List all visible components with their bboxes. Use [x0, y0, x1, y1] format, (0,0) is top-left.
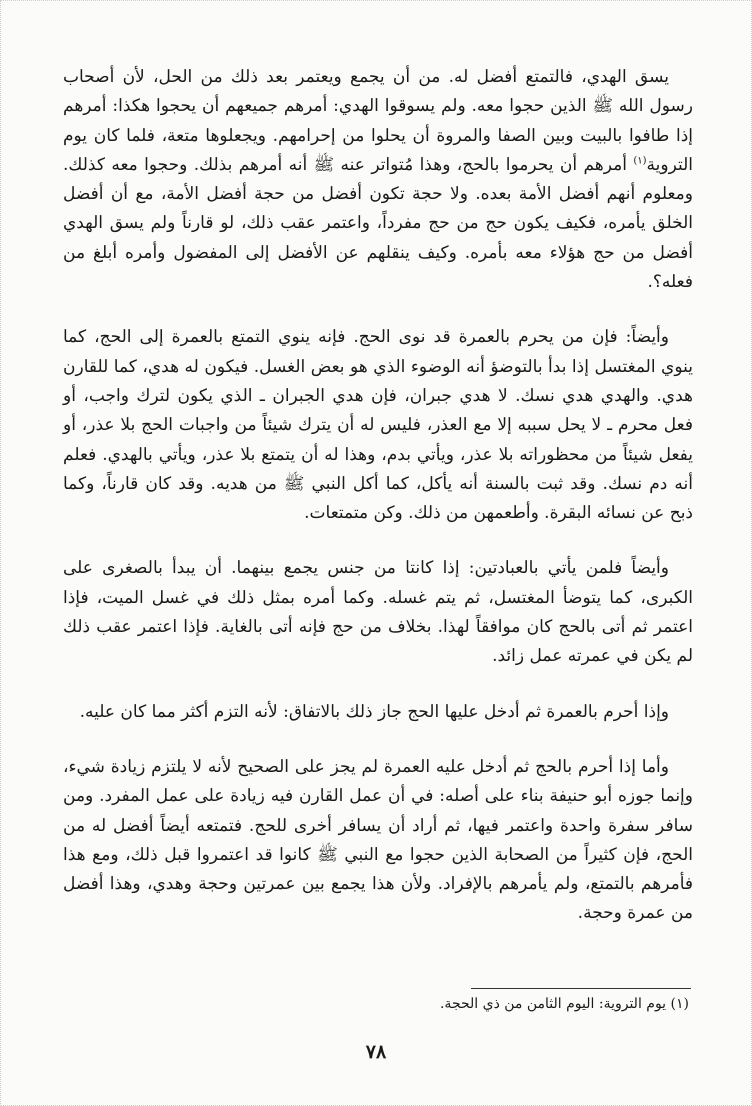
- paragraph-1-text: يسق الهدي، فالتمتع أفضل له. من أن يجمع ويعتمر بعد ذلك من الحل، لأن أصحاب رسول الله ﷺ الذين حجوا معه. ولم يسوقوا الهدي: أمرهم جميعهم أن يحجوا هكذا: أمرهم إذا طافوا بالبيت وبين الصفا والمروة أن يحلوا من إحرامهم. ويجعلوها متعة، فلما كان يوم التروية: [63, 67, 693, 175]
- paragraph-2: وأيضاً: فإن من يحرم بالعمرة قد نوى الحج. فإنه ينوي التمتع بالعمرة إلى الحج، كما ينوي المغتسل إذا بدأ بالتوضؤ أنه الوضوء الذي هو بعض الغسل. فيكون له هدي، كما للقارن هدي. والهدي هدي نسك. لا هدي جبران، فإن هدي الجبران ـ الذي يكون لترك واجب، أو فعل محرم ـ لا يحل سببه إلا مع العذر، فليس له أن يترك شيئاً من واجبات الحج بلا عذر، أو يفعل شيئاً من محظوراته بلا عذر، ويأتي بدم، وهذا له أن يتمتع بلا عذر، ويأتي بالهدي. فعلم أنه دم نسك. وقد ثبت بالسنة أنه يأكل، كما أكل النبي ﷺ من هديه. وقد كان قارناً، وكما ذبح عن نسائه البقرة. وأطعمهن من ذلك. وكن متمتعات.: [63, 327, 693, 524]
- paragraph-3: وأيضاً فلمن يأتي بالعبادتين: إذا كانتا من جنس يجمع بينهما. أن يبدأ بالصغرى على الكبرى، كما يتوضأ المغتسل، ثم يتم غسله. وكما أمره بمثل ذلك في غسل الميت، فإذا اعتمر ثم أتى بالحج كان موافقاً لهذا. بخلاف من حج فإنه أتى بالغاية. فإذا اعتمر عقب ذلك لم يكن في عمرته عمل زائد.: [63, 558, 693, 667]
- footnote-reference[interactable]: (١): [633, 155, 647, 167]
- footnote: (١) يوم التروية: اليوم الثامن من ذي الحجة.: [439, 996, 689, 1012]
- paragraph-4: وإذا أحرم بالعمرة ثم أدخل عليها الحج جاز ذلك بالاتفاق: لأنه التزم أكثر مما كان عليه.: [79, 701, 669, 722]
- footnote-divider: [471, 988, 691, 989]
- paragraph-5: وأما إذا أحرم بالحج ثم أدخل عليه العمرة لم يجز على الصحيح لأنه لا يلتزم زيادة شيء، وإنما جوزه أبو حنيفة بناء على أصله: في أن عمل القارن فيه زيادة على عمل المفرد. ومن سافر سفرة واحدة واعتمر فيها، ثم أراد أن يسافر أخرى للحج. فتمتعه أيضاً أفضل له من الحج، فإن كثيراً من الصحابة الذين حجوا مع النبي ﷺ كانوا قد اعتمروا قبل ذلك، ومع هذا فأمرهم بالتمتع، ولم يأمرهم بالإفراد. ولأن هذا يجمع بين عمرتين وحجة وهدي، وهذا أفضل من عمرة وحجة.: [63, 756, 693, 924]
- main-text: [63, 63, 693, 955]
- paragraph-1: [63, 63, 693, 297]
- page-number: ٧٨: [365, 1041, 387, 1063]
- paragraph-1-text-continued: أمرهم أن يحرموا بالحج، وهذا مُتواتر عنه ﷺ أنه أمرهم بذلك. وحجوا معه كذلك. ومعلوم أنهم أفضل الأمة بعده. ولا حجة تكون أفضل من حجة أفضل الأمة، مع أن أفضل الخلق يأمره، فكيف يكون حج من حج مفرداً، واعتمر عقب ذلك، لو قارناً ولم يسق الهدي أفضل من حج هؤلاء معه بأمره. وكيف ينقلهم عن الأفضل إلى المفضول وأمره أبلغ من فعله؟.: [63, 154, 693, 293]
